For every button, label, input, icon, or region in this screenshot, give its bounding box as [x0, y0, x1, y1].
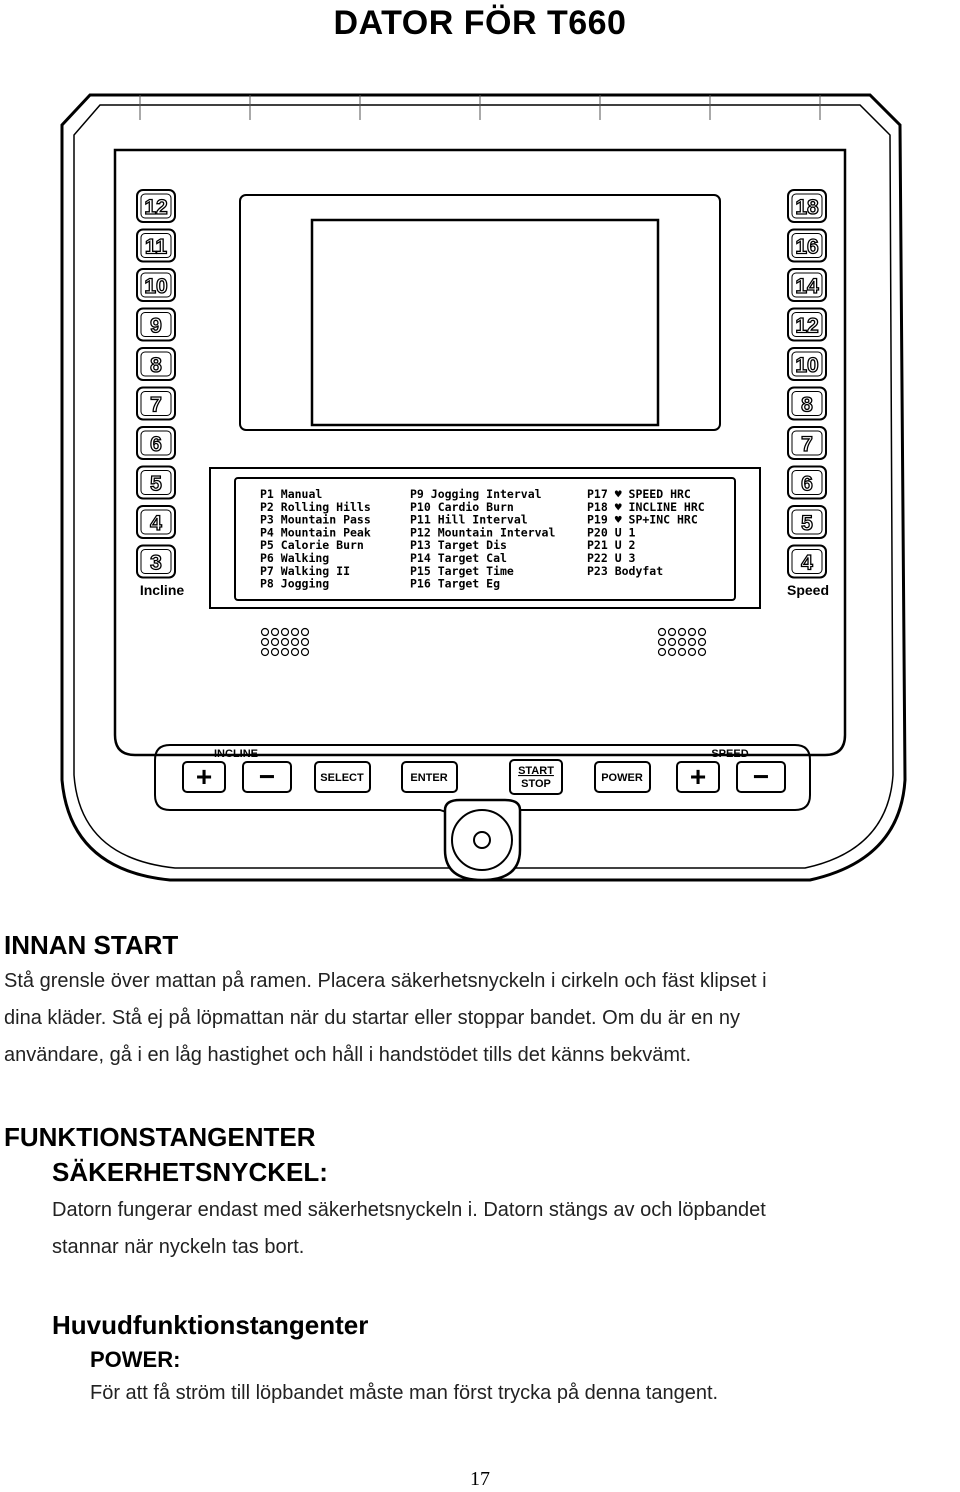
scale-value: 8 — [150, 354, 162, 377]
speaker-grille-left — [262, 629, 309, 656]
speaker-hole — [679, 629, 686, 636]
incline-group-label: INCLINE — [214, 748, 258, 760]
scale-value: 12 — [795, 314, 819, 338]
svg-text:+: + — [689, 761, 707, 792]
speaker-hole — [292, 629, 299, 636]
speed-plus-button[interactable] — [677, 761, 719, 792]
scale-value: 7 — [801, 433, 813, 456]
speed-level-12-button[interactable] — [788, 309, 826, 341]
speed-level-4-button[interactable] — [788, 546, 826, 578]
speaker-hole — [699, 649, 706, 656]
scale-value: 14 — [795, 275, 819, 298]
page-title: DATOR FÖR T660 — [333, 4, 627, 42]
speaker-hole — [699, 629, 706, 636]
paragraph-line: dina kläder. Stå ej på löpmattan när du startar eller stoppar bandet. Om du är en ny — [4, 1007, 740, 1029]
program-item: P22 U 3 — [587, 551, 636, 565]
speed-level-8-button[interactable] — [788, 388, 826, 420]
svg-text:−: − — [752, 761, 770, 792]
speed-level-18-button[interactable] — [788, 190, 826, 222]
section-heading-huvudfunktionstangenter: Huvudfunktionstangenter — [52, 1310, 369, 1340]
speaker-hole — [659, 629, 666, 636]
page-number: 17 — [470, 1468, 490, 1490]
incline-level-3-button[interactable] — [137, 546, 175, 578]
program-item: P13 Target Dis — [410, 538, 507, 553]
program-item: P17 ♥ SPEED HRC — [587, 487, 691, 501]
program-item: P16 Target Eg — [410, 576, 501, 591]
incline-level-4-button[interactable] — [137, 506, 175, 538]
speaker-hole — [699, 639, 706, 646]
incline-minus-button[interactable] — [243, 761, 291, 792]
program-item: P19 ♥ SP+INC HRC — [587, 512, 698, 527]
scale-value: 6 — [801, 472, 813, 496]
scale-value: 10 — [144, 275, 168, 298]
svg-text:START: START — [518, 765, 554, 777]
scale-value: 3 — [150, 551, 162, 575]
speaker-hole — [689, 629, 696, 636]
incline-level-8-button[interactable] — [137, 348, 175, 380]
program-item: P6 Walking — [260, 551, 330, 565]
program-item: P20 U 1 — [587, 525, 636, 540]
program-item: P12 Mountain Interval — [410, 525, 556, 540]
program-item: P4 Mountain Peak — [260, 525, 371, 540]
sub-heading-sakerhetsnyckel: SÄKERHETSNYCKEL: — [52, 1157, 328, 1187]
speaker-hole — [262, 639, 269, 646]
incline-plus-button[interactable] — [183, 761, 225, 792]
speed-group-label: SPEED — [711, 748, 749, 760]
speaker-hole — [689, 639, 696, 646]
paragraph-line: användare, gå i en låg hastighet och håll i handstödet tills det känns bekvämt. — [4, 1044, 692, 1066]
program-list-2 — [410, 487, 555, 591]
speaker-hole — [302, 629, 309, 636]
section-heading-funktionstangenter: FUNKTIONSTANGENTER — [4, 1122, 316, 1152]
speaker-hole — [282, 639, 289, 646]
incline-scale — [137, 190, 175, 578]
speed-level-6-button[interactable] — [788, 467, 826, 499]
speed-scale-label: Speed — [786, 582, 830, 598]
speed-level-5-button[interactable] — [788, 506, 826, 538]
speaker-hole — [272, 639, 279, 646]
scale-value: 7 — [150, 393, 162, 417]
program-item: P7 Walking II — [260, 563, 351, 578]
speaker-hole — [292, 639, 299, 646]
program-item: P3 Mountain Pass — [260, 512, 371, 527]
speaker-hole — [272, 629, 279, 636]
scale-value: 10 — [795, 354, 819, 377]
speaker-hole — [659, 639, 666, 646]
svg-text:STOP: STOP — [521, 778, 551, 790]
program-list-3 — [587, 487, 705, 578]
power-key-description: För att få ström till löpbandet måste man först trycka på denna tangent. — [90, 1382, 719, 1404]
program-item: P18 ♥ INCLINE HRC — [587, 499, 705, 514]
enter-button[interactable] — [402, 762, 457, 792]
program-item: P1 Manual — [260, 487, 323, 501]
incline-level-12-button[interactable] — [137, 190, 175, 222]
program-item: P23 Bodyfat — [587, 563, 664, 578]
speaker-hole — [302, 639, 309, 646]
program-item: P21 U 2 — [587, 538, 636, 553]
svg-text:−: − — [258, 761, 276, 792]
power-key-label: POWER: — [90, 1347, 181, 1372]
safety-key-socket[interactable] — [445, 800, 520, 880]
speed-level-7-button[interactable] — [788, 427, 826, 459]
program-item: P5 Calorie Burn — [260, 538, 364, 553]
program-list-1 — [260, 487, 371, 591]
scale-value: 16 — [795, 235, 819, 259]
program-item: P11 Hill Interval — [410, 512, 528, 527]
select-button[interactable] — [315, 762, 370, 792]
speaker-hole — [262, 629, 269, 636]
speed-level-10-button[interactable] — [788, 348, 826, 380]
scale-value: 8 — [801, 393, 813, 417]
treadmill-console-illustration — [50, 80, 910, 900]
incline-level-6-button[interactable] — [137, 427, 175, 459]
scale-value: 5 — [801, 512, 813, 535]
speed-scale — [788, 190, 826, 578]
incline-level-10-button[interactable] — [137, 269, 175, 301]
speaker-grille-right — [659, 629, 706, 656]
speaker-hole — [302, 649, 309, 656]
scale-value: 9 — [150, 314, 162, 338]
program-item: P9 Jogging Interval — [410, 487, 542, 501]
scale-value: 4 — [801, 551, 813, 575]
power-button[interactable] — [595, 762, 650, 792]
speed-minus-button[interactable] — [737, 761, 785, 792]
speed-level-14-button[interactable] — [788, 269, 826, 301]
program-item: P10 Cardio Burn — [410, 499, 514, 514]
speaker-hole — [262, 649, 269, 656]
program-item: P2 Rolling Hills — [260, 499, 371, 514]
scale-value: 11 — [144, 235, 168, 259]
incline-level-9-button[interactable] — [137, 309, 175, 341]
speaker-hole — [659, 649, 666, 656]
program-item: P15 Target Time — [410, 563, 514, 578]
speed-level-16-button[interactable] — [788, 230, 826, 262]
svg-text:SELECT: SELECT — [320, 772, 364, 784]
scale-value: 12 — [144, 196, 168, 219]
svg-text:+: + — [195, 761, 213, 792]
speaker-hole — [272, 649, 279, 656]
svg-text:POWER: POWER — [601, 772, 643, 784]
speaker-hole — [669, 629, 676, 636]
incline-level-11-button[interactable] — [137, 230, 175, 262]
incline-level-5-button[interactable] — [137, 467, 175, 499]
incline-scale-label: Incline — [139, 582, 185, 598]
speaker-hole — [679, 649, 686, 656]
program-item: P14 Target Cal — [410, 551, 507, 565]
speaker-hole — [282, 649, 289, 656]
start-stop-button[interactable] — [510, 760, 562, 794]
speaker-hole — [292, 649, 299, 656]
section-heading-innan-start: INNAN START — [4, 930, 179, 960]
scale-value: 4 — [150, 512, 162, 535]
scale-value: 6 — [150, 433, 162, 456]
paragraph-line: Stå grensle över mattan på ramen. Placera säkerhetsnyckeln i cirkeln och fäst klipset i — [4, 970, 767, 992]
speaker-hole — [669, 649, 676, 656]
speaker-hole — [689, 649, 696, 656]
paragraph-line: Datorn fungerar endast med säkerhetsnyckeln i. Datorn stängs av och löpbandet — [52, 1199, 766, 1221]
speaker-hole — [669, 639, 676, 646]
program-item: P8 Jogging — [260, 576, 330, 591]
speaker-hole — [679, 639, 686, 646]
speaker-hole — [282, 629, 289, 636]
incline-level-7-button[interactable] — [137, 388, 175, 420]
scale-value: 18 — [795, 196, 819, 219]
svg-text:ENTER: ENTER — [410, 772, 448, 784]
scale-value: 5 — [150, 472, 162, 496]
paragraph-line: stannar när nyckeln tas bort. — [52, 1236, 305, 1258]
